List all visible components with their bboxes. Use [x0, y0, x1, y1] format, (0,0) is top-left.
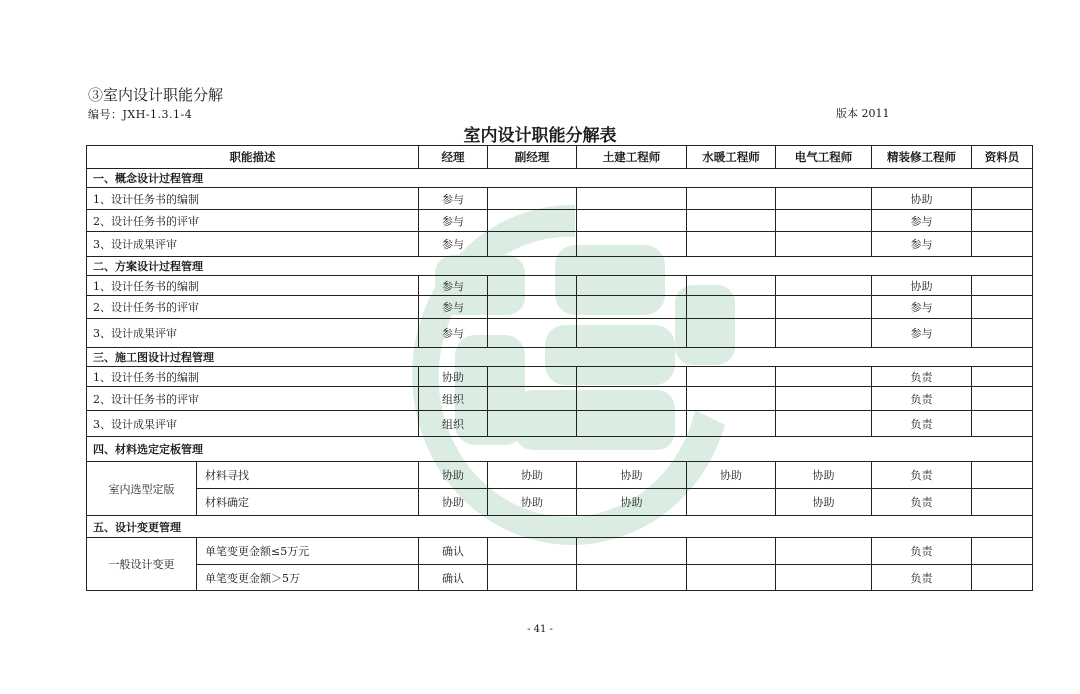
role-cell: 协助: [776, 462, 872, 489]
role-cell: [687, 565, 776, 591]
role-cell: [687, 367, 776, 387]
role-cell: [972, 411, 1033, 437]
row-label-cell: 2、设计任务书的评审: [87, 296, 419, 319]
role-cell: 组织: [419, 411, 488, 437]
role-cell: [776, 210, 872, 232]
role-cell: 参与: [419, 210, 488, 232]
document-code: 编号：JXH-1.3.1-4: [88, 108, 193, 121]
row-label-cell: 材料确定: [197, 489, 419, 516]
table-row: [87, 489, 1033, 516]
row-label-cell: 1、设计任务书的编制: [87, 188, 419, 210]
role-cell: 负责: [872, 367, 972, 387]
role-cell: [687, 296, 776, 319]
table-row: [87, 565, 1033, 591]
table-row: [87, 276, 1033, 296]
role-cell: [687, 319, 776, 348]
role-cell: 参与: [872, 296, 972, 319]
role-cell: [577, 387, 687, 411]
role-cell: 协助: [577, 462, 687, 489]
role-cell: 协助: [419, 462, 488, 489]
role-cell: [776, 296, 872, 319]
table-row: [87, 188, 1033, 210]
role-cell: [488, 276, 577, 296]
table-title: 室内设计职能分解表: [463, 126, 617, 146]
version-label: 版本 2011: [836, 107, 890, 120]
role-cell: 协助: [488, 489, 577, 516]
role-cell: [776, 276, 872, 296]
role-cell: [488, 387, 577, 411]
role-cell: [577, 565, 687, 591]
role-cell: 参与: [419, 296, 488, 319]
role-cell: 负责: [872, 489, 972, 516]
role-cell: 协助: [872, 188, 972, 210]
section-row: [87, 257, 1033, 276]
col-header-civil-engineer: 土建工程师: [577, 146, 687, 169]
role-cell: 协助: [419, 489, 488, 516]
role-cell: [577, 232, 687, 257]
row-label-cell: 3、设计成果评审: [87, 411, 419, 437]
col-header-finishing-engineer: 精装修工程师: [872, 146, 972, 169]
table-row: [87, 232, 1033, 257]
role-cell: [488, 367, 577, 387]
role-cell: 组织: [419, 387, 488, 411]
role-cell: [687, 489, 776, 516]
role-cell: 负责: [872, 387, 972, 411]
role-cell: 协助: [687, 462, 776, 489]
section-row: [87, 437, 1033, 462]
role-cell: 负责: [872, 538, 972, 565]
role-cell: 参与: [872, 319, 972, 348]
role-cell: 确认: [419, 565, 488, 591]
role-cell: [972, 489, 1033, 516]
role-cell: 负责: [872, 411, 972, 437]
role-cell: 参与: [419, 319, 488, 348]
role-cell: [972, 565, 1033, 591]
role-cell: 参与: [419, 276, 488, 296]
role-cell: [687, 210, 776, 232]
role-cell: [776, 367, 872, 387]
table-row: [87, 462, 1033, 489]
section-title: ③室内设计职能分解: [88, 86, 224, 104]
section-title-cell: 五、设计变更管理: [87, 516, 1033, 538]
role-cell: [776, 232, 872, 257]
role-cell: [577, 188, 687, 210]
table-row: [87, 387, 1033, 411]
role-cell: [577, 411, 687, 437]
role-cell: [577, 210, 687, 232]
role-cell: [687, 188, 776, 210]
role-cell: [577, 296, 687, 319]
role-cell: 参与: [419, 232, 488, 257]
role-cell: 协助: [419, 367, 488, 387]
role-cell: [488, 411, 577, 437]
role-cell: 参与: [872, 232, 972, 257]
row-label-cell: 单笔变更金额≤5万元: [197, 538, 419, 565]
responsibility-table: [86, 145, 1033, 591]
table-row: [87, 319, 1033, 348]
row-label-cell: 3、设计成果评审: [87, 319, 419, 348]
role-cell: 协助: [488, 462, 577, 489]
section-title-cell: 二、方案设计过程管理: [87, 257, 1033, 276]
role-cell: [687, 232, 776, 257]
table-row: [87, 538, 1033, 565]
row-label-cell: 材料寻找: [197, 462, 419, 489]
role-cell: [577, 319, 687, 348]
role-cell: [488, 188, 577, 210]
role-cell: 确认: [419, 538, 488, 565]
role-cell: 负责: [872, 565, 972, 591]
group-label-cell: 室内选型定版: [87, 462, 197, 516]
role-cell: 负责: [872, 462, 972, 489]
role-cell: [687, 538, 776, 565]
role-cell: [488, 296, 577, 319]
section-row: [87, 516, 1033, 538]
row-label-cell: 2、设计任务书的评审: [87, 210, 419, 232]
col-header-description: 职能描述: [87, 146, 419, 169]
role-cell: 参与: [419, 188, 488, 210]
role-cell: 协助: [872, 276, 972, 296]
role-cell: [776, 387, 872, 411]
role-cell: 参与: [872, 210, 972, 232]
role-cell: [776, 538, 872, 565]
role-cell: [577, 367, 687, 387]
role-cell: [776, 411, 872, 437]
role-cell: [972, 538, 1033, 565]
col-header-electrical-engineer: 电气工程师: [776, 146, 872, 169]
role-cell: [972, 296, 1033, 319]
row-label-cell: 2、设计任务书的评审: [87, 387, 419, 411]
role-cell: [577, 538, 687, 565]
header-row: [87, 146, 1033, 169]
section-title-cell: 四、材料选定定板管理: [87, 437, 1033, 462]
role-cell: [488, 565, 577, 591]
role-cell: [972, 387, 1033, 411]
col-header-document-clerk: 资料员: [972, 146, 1033, 169]
row-label-cell: 1、设计任务书的编制: [87, 367, 419, 387]
role-cell: [687, 387, 776, 411]
role-cell: [972, 188, 1033, 210]
table-row: [87, 210, 1033, 232]
role-cell: [972, 462, 1033, 489]
role-cell: [972, 319, 1033, 348]
section-row: [87, 348, 1033, 367]
col-header-manager: 经理: [419, 146, 488, 169]
table-row: [87, 296, 1033, 319]
role-cell: [488, 538, 577, 565]
col-header-plumbing-engineer: 水暖工程师: [687, 146, 776, 169]
role-cell: 协助: [577, 489, 687, 516]
role-cell: [488, 210, 577, 232]
role-cell: [776, 565, 872, 591]
role-cell: [776, 188, 872, 210]
table-row: [87, 367, 1033, 387]
role-cell: [972, 276, 1033, 296]
role-cell: [577, 276, 687, 296]
row-label-cell: 3、设计成果评审: [87, 232, 419, 257]
role-cell: [972, 210, 1033, 232]
role-cell: [488, 232, 577, 257]
row-label-cell: 单笔变更金额＞5万: [197, 565, 419, 591]
table-row: [87, 411, 1033, 437]
section-title-cell: 三、施工图设计过程管理: [87, 348, 1033, 367]
col-header-deputy-manager: 副经理: [488, 146, 577, 169]
row-label-cell: 1、设计任务书的编制: [87, 276, 419, 296]
role-cell: [687, 411, 776, 437]
group-label-cell: 一般设计变更: [87, 538, 197, 591]
role-cell: [687, 276, 776, 296]
role-cell: [972, 232, 1033, 257]
page-number: - 41 -: [527, 624, 553, 635]
role-cell: 协助: [776, 489, 872, 516]
role-cell: [972, 367, 1033, 387]
role-cell: [776, 319, 872, 348]
section-title-cell: 一、概念设计过程管理: [87, 169, 1033, 188]
section-row: [87, 169, 1033, 188]
role-cell: [488, 319, 577, 348]
